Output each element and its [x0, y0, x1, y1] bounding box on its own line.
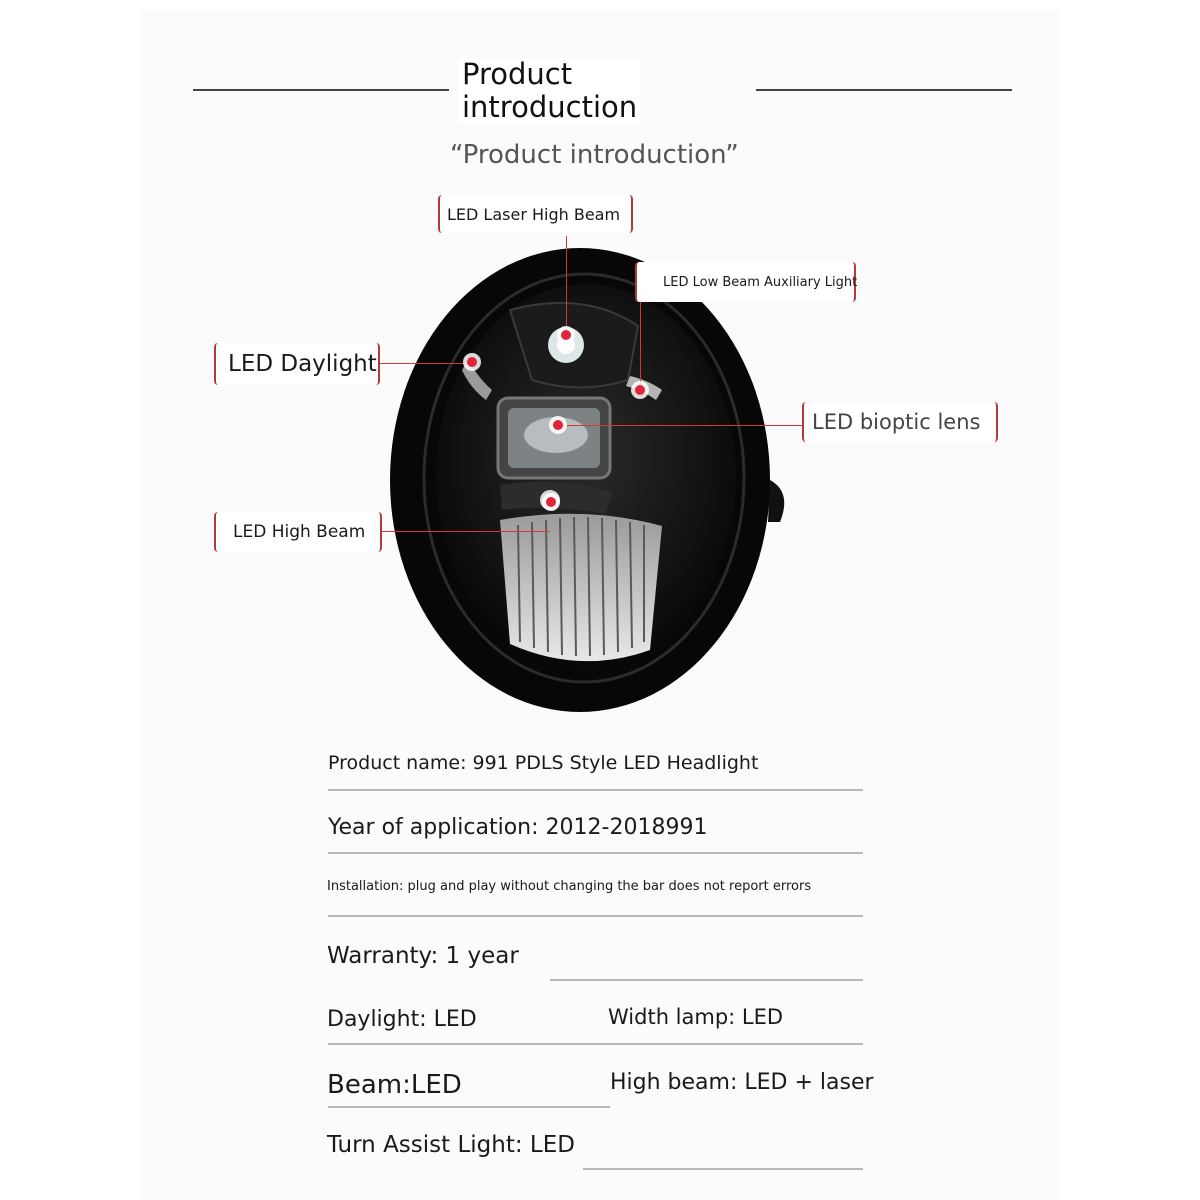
callout-high-beam: LED High Beam — [214, 512, 382, 552]
spec-divider-2 — [328, 852, 863, 854]
grille — [500, 514, 662, 661]
spec-product-name: Product name: 991 PDLS Style LED Headlight — [328, 752, 759, 774]
leader-bioptic-lens — [560, 425, 802, 426]
mounting-tab — [768, 480, 784, 522]
spec-warranty: Warranty: 1 year — [327, 943, 519, 969]
spec-divider-3 — [328, 915, 863, 917]
marker-bioptic-lens — [553, 420, 563, 430]
marker-low-beam-aux — [635, 385, 645, 395]
spec-divider-6 — [328, 1106, 610, 1108]
spec-width-lamp: Width lamp: LED — [608, 1005, 784, 1029]
header-rule-left — [193, 89, 449, 91]
callout-low-beam-aux: LED Low Beam Auxiliary Light — [635, 262, 856, 302]
spec-divider-7 — [583, 1168, 863, 1170]
callout-laser-high-beam: LED Laser High Beam — [438, 195, 633, 233]
headlight-illustration — [380, 230, 800, 730]
spec-divider-5b — [608, 1043, 863, 1045]
marker-high-beam — [546, 497, 556, 507]
leader-high-beam — [380, 531, 550, 532]
callout-bioptic-lens: LED bioptic lens — [802, 402, 998, 442]
leader-daylight — [378, 363, 470, 364]
callout-daylight: LED Daylight — [214, 343, 380, 385]
title-line-2: introduction — [462, 90, 638, 124]
spec-installation: Installation: plug and play without changing the bar does not report errors — [327, 879, 812, 894]
spec-divider-1 — [328, 789, 863, 791]
spec-beam: Beam:LED — [327, 1070, 462, 1100]
title-line-1: Product — [462, 57, 573, 91]
leader-laser-high-beam — [566, 236, 567, 332]
page-title — [458, 58, 641, 124]
marker-daylight — [467, 357, 477, 367]
marker-laser-high-beam — [561, 330, 571, 340]
spec-divider-4 — [550, 979, 863, 981]
page-subtitle: “Product introduction” — [450, 140, 739, 170]
spec-daylight: Daylight: LED — [327, 1007, 477, 1032]
spec-divider-5a — [328, 1043, 608, 1045]
spec-high-beam: High beam: LED + laser — [610, 1070, 874, 1095]
header-rule-right — [756, 89, 1012, 91]
spec-year: Year of application: 2012-2018991 — [328, 815, 708, 840]
spec-turn-assist: Turn Assist Light: LED — [327, 1132, 575, 1158]
